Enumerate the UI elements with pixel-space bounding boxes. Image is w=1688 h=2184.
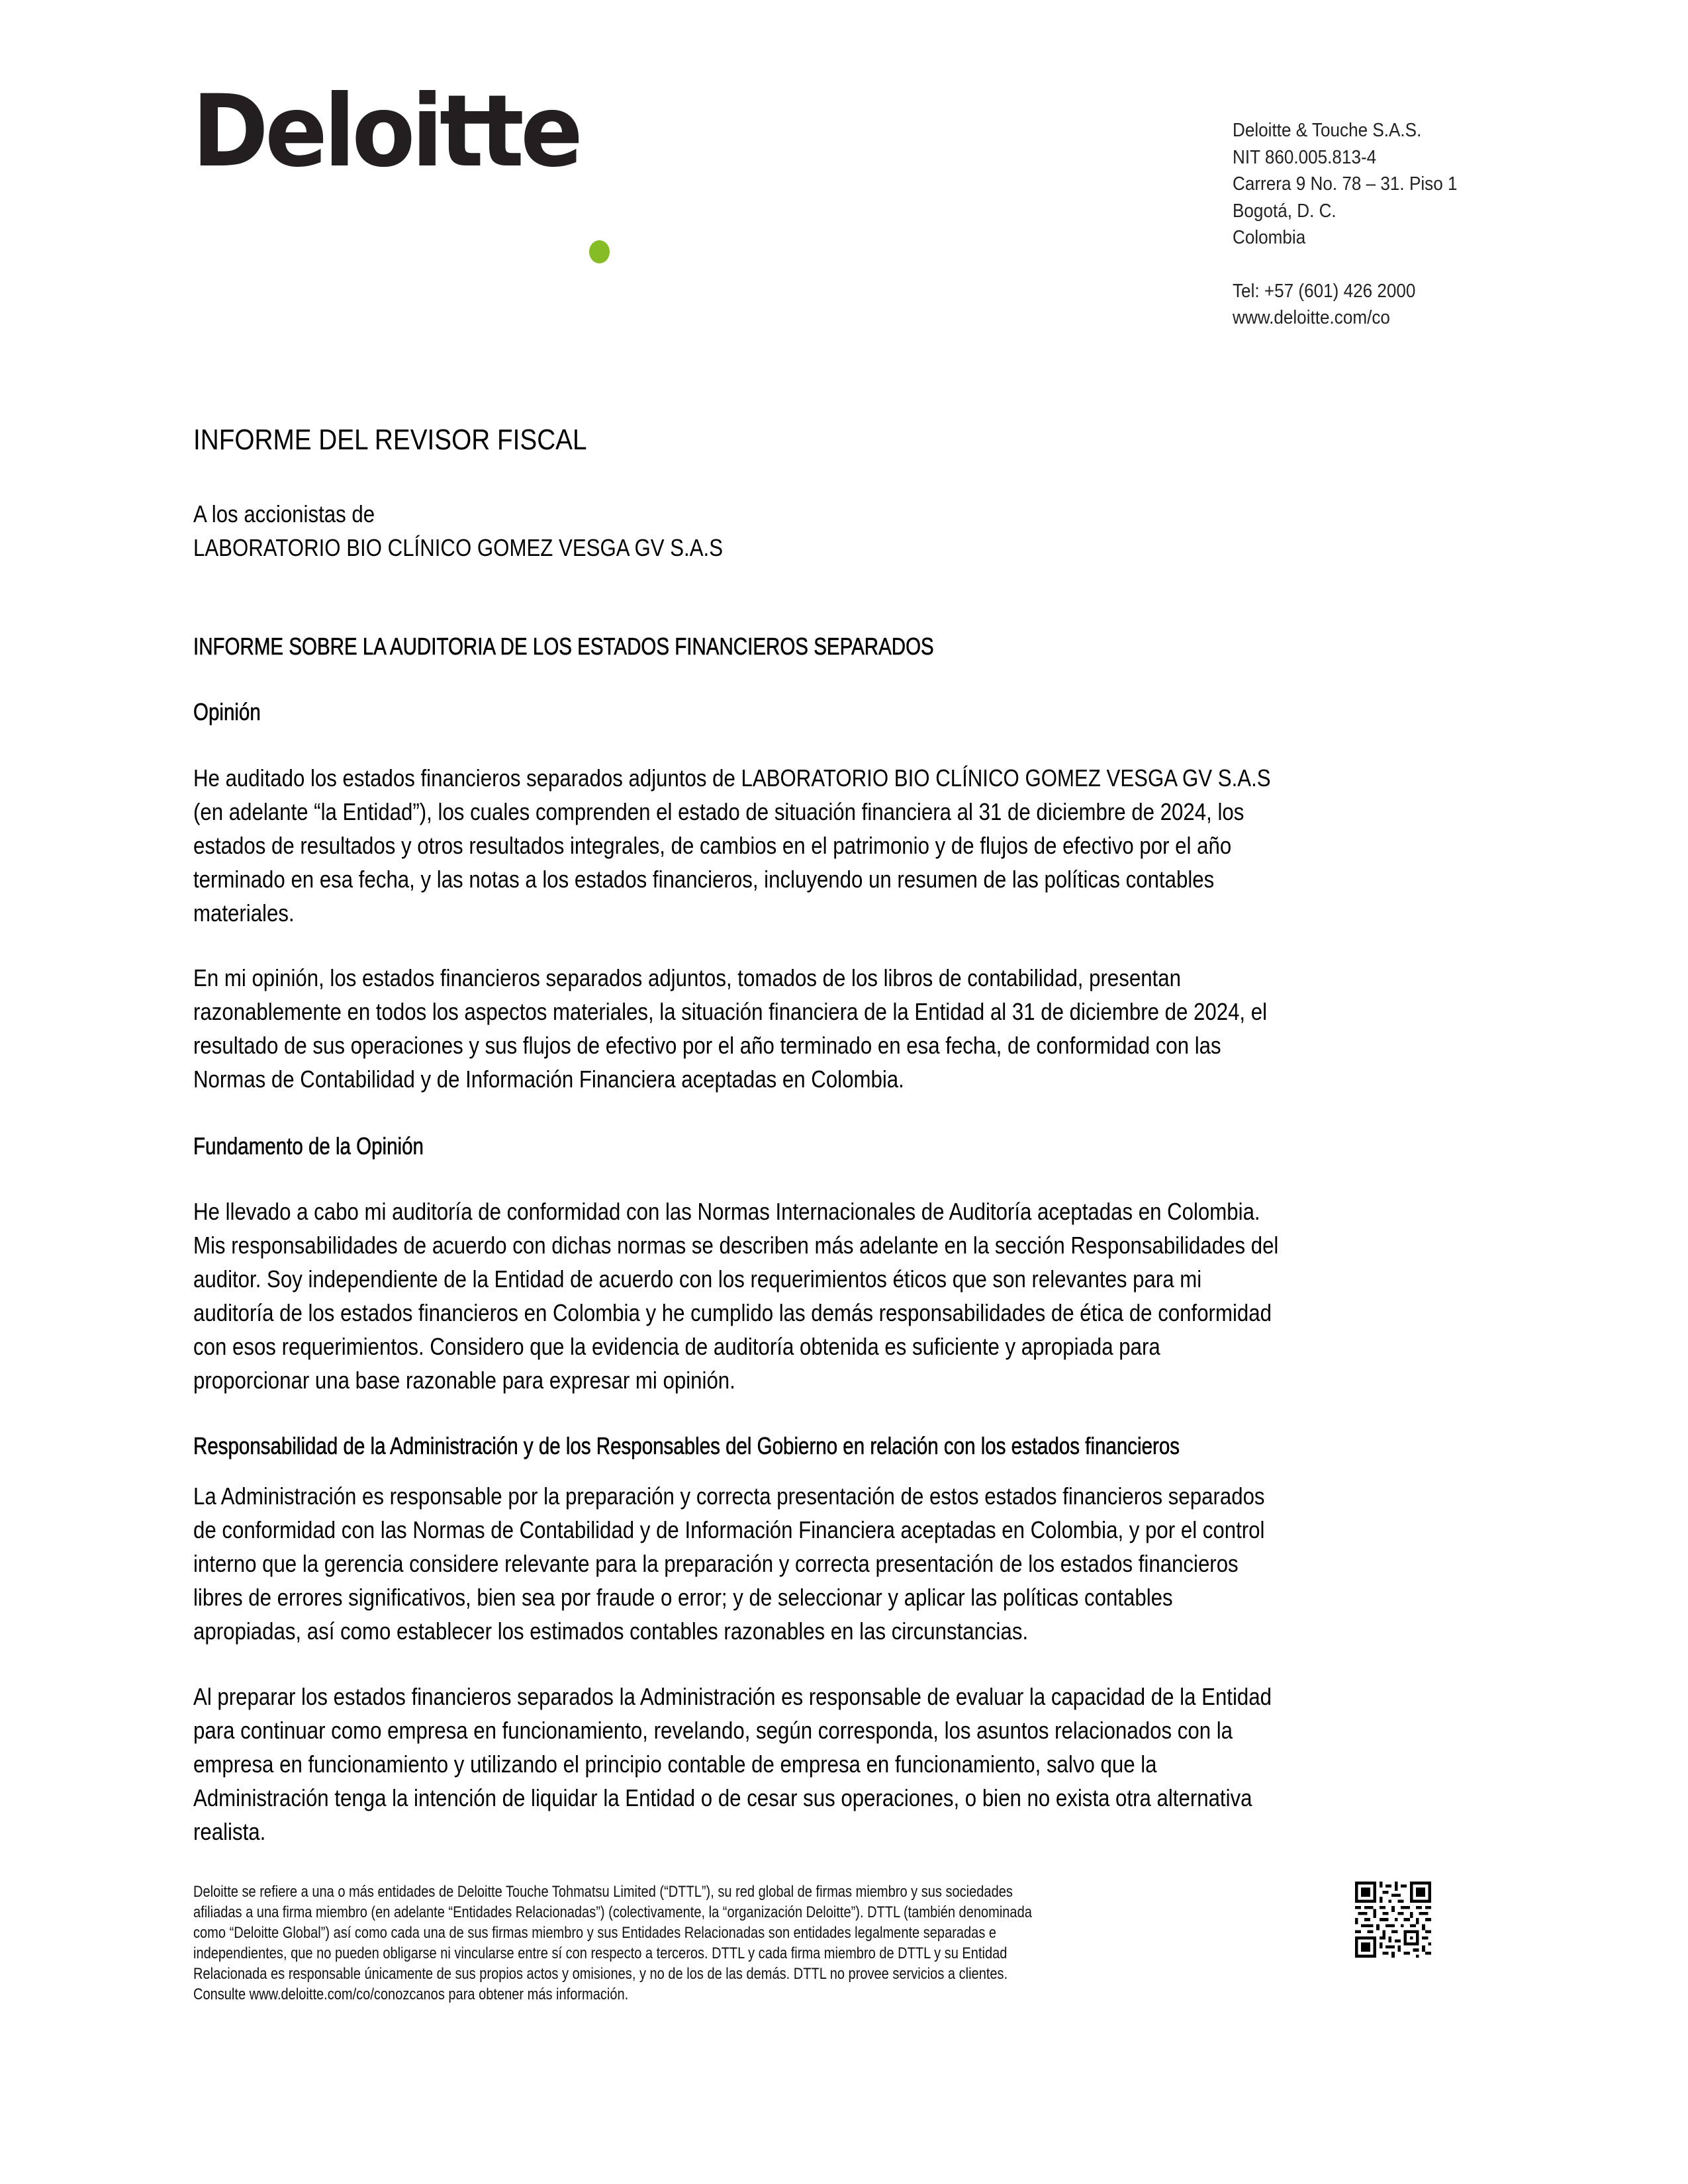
paragraph-line: libres de errores significativos, bien sea por fraude o error; y de seleccionar y aplicar las políticas contables	[193, 1584, 1173, 1611]
address-line: Deloitte & Touche S.A.S.	[1233, 120, 1422, 141]
qr-code-icon[interactable]	[1354, 1882, 1432, 1958]
logo-green-dot-icon	[589, 240, 610, 263]
paragraph-line: Mis responsabilidades de acuerdo con dichas normas se describen más adelante en la sección Responsabilidades del	[193, 1232, 1279, 1259]
subheading-management-responsibility: Responsabilidad de la Administración y de los Responsables del Gobierno en relación con los estados financieros	[193, 1432, 1180, 1459]
page-title: INFORME DEL REVISOR FISCAL	[193, 424, 587, 456]
paragraph-line: para continuar como empresa en funcionamiento, revelando, según corresponda, los asuntos relacionados con la	[193, 1717, 1233, 1744]
paragraph-line: auditor. Soy independiente de la Entidad de acuerdo con los requerimientos éticos que son relevantes para mi	[193, 1265, 1202, 1293]
paragraph-line: materiales.	[193, 899, 295, 927]
paragraph-line: proporcionar una base razonable para expresar mi opinión.	[193, 1367, 735, 1394]
website-link[interactable]: www.deloitte.com/co	[1233, 307, 1390, 328]
address-line: Carrera 9 No. 78 – 31. Piso 1	[1233, 173, 1458, 195]
paragraph-line: terminado en esa fecha, y las notas a los estados financieros, incluyendo un resumen de las políticas contables	[193, 866, 1215, 893]
footer-line: Consulte www.deloitte.com/co/conozcanos para obtener más información.	[193, 1985, 629, 2003]
paragraph-line: Administración tenga la intención de liquidar la Entidad o de cesar sus operaciones, o bien no exista otra alternativa	[193, 1784, 1252, 1811]
logo-wordmark: Deloitte	[192, 74, 580, 189]
footer-line: como “Deloitte Global”) así como cada una de sus firmas miembro y sus Entidades Relacionadas son entidades legalmente separadas e	[193, 1924, 997, 1942]
company-address-block	[1233, 117, 1457, 332]
section-heading: INFORME SOBRE LA AUDITORIA DE LOS ESTADOS FINANCIEROS SEPARADOS	[193, 633, 934, 660]
paragraph-line: Normas de Contabilidad y de Información Financiera aceptadas en Colombia.	[193, 1066, 904, 1093]
address-line: Bogotá, D. C.	[1233, 200, 1336, 222]
paragraph-line: apropiadas, así como establecer los estimados contables razonables en las circunstancias.	[193, 1617, 1029, 1645]
address-line: Colombia	[1233, 227, 1306, 248]
paragraph-line: con esos requerimientos. Considero que la evidencia de auditoría obtenida es suficiente y apropiada para	[193, 1333, 1160, 1360]
footer-line: Relacionada es responsable únicamente de sus propios actos y omisiones, y no de los de las demás. DTTL no provee servicios a clientes.	[193, 1965, 1008, 1983]
paragraph-line: interno que la gerencia considere relevante para la preparación y correcta presentación de los estados financieros	[193, 1550, 1239, 1577]
paragraph-line: (en adelante “la Entidad”), los cuales comprenden el estado de situación financiera al 31 de diciembre de 2024, los	[193, 798, 1244, 825]
subheading-basis: Fundamento de la Opinión	[193, 1132, 424, 1160]
footer-line: Deloitte se refiere a una o más entidades de Deloitte Touche Tohmatsu Limited (“DTTL”), su red global de firmas miembro y sus sociedades	[193, 1883, 1013, 1901]
deloitte-logo	[192, 74, 616, 189]
footer-line: afiliadas a una firma miembro (en adelante “Entidades Relacionadas”) (colectivamente, la “organización Deloitte”). DTTL (también denominada	[193, 1903, 1032, 1921]
paragraph-line: empresa en funcionamiento y utilizando el principio contable de empresa en funcionamiento, salvo que la	[193, 1751, 1157, 1778]
paragraph-line: auditoría de los estados financieros en Colombia y he cumplido las demás responsabilidades de ética de conformidad	[193, 1299, 1272, 1326]
phone-number: Tel: +57 (601) 426 2000	[1233, 280, 1416, 302]
paragraph-line: resultado de sus operaciones y sus flujos de efectivo por el año terminado en esa fecha, de conformidad con las	[193, 1032, 1221, 1059]
addressee-company: LABORATORIO BIO CLÍNICO GOMEZ VESGA GV S.A.S	[193, 534, 724, 561]
paragraph-line: He auditado los estados financieros separados adjuntos de LABORATORIO BIO CLÍNICO GOMEZ VESGA GV S.A.S	[193, 764, 1271, 792]
paragraph-line: razonablemente en todos los aspectos materiales, la situación financiera de la Entidad al 31 de diciembre de 2024, el	[193, 998, 1268, 1025]
subheading-opinion: Opinión	[193, 698, 261, 725]
paragraph-line: estados de resultados y otros resultados integrales, de cambios en el patrimonio y de flujos de efectivo por el año	[193, 832, 1232, 859]
addressee-line: A los accionistas de	[193, 500, 375, 527]
paragraph-line: En mi opinión, los estados financieros separados adjuntos, tomados de los libros de contabilidad, presentan	[193, 964, 1181, 991]
paragraph-line: La Administración es responsable por la preparación y correcta presentación de estos estados financieros separados	[193, 1482, 1265, 1510]
paragraph-line: de conformidad con las Normas de Contabilidad y de Información Financiera aceptadas en Colombia, y por el control	[193, 1516, 1265, 1543]
paragraph-line: Al preparar los estados financieros separados la Administración es responsable de evaluar la capacidad de la Entidad	[193, 1683, 1272, 1710]
footer-line: independientes, que no pueden obligarse ni vincularse entre sí con respecto a terceros. DTTL y cada firma miembro de DTTL y su Entidad	[193, 1944, 1008, 1962]
address-line: NIT 860.005.813-4	[1233, 146, 1377, 168]
paragraph-line: He llevado a cabo mi auditoría de conformidad con las Normas Internacionales de Auditoría aceptadas en Colombia.	[193, 1198, 1260, 1225]
paragraph-line: realista.	[193, 1818, 266, 1845]
